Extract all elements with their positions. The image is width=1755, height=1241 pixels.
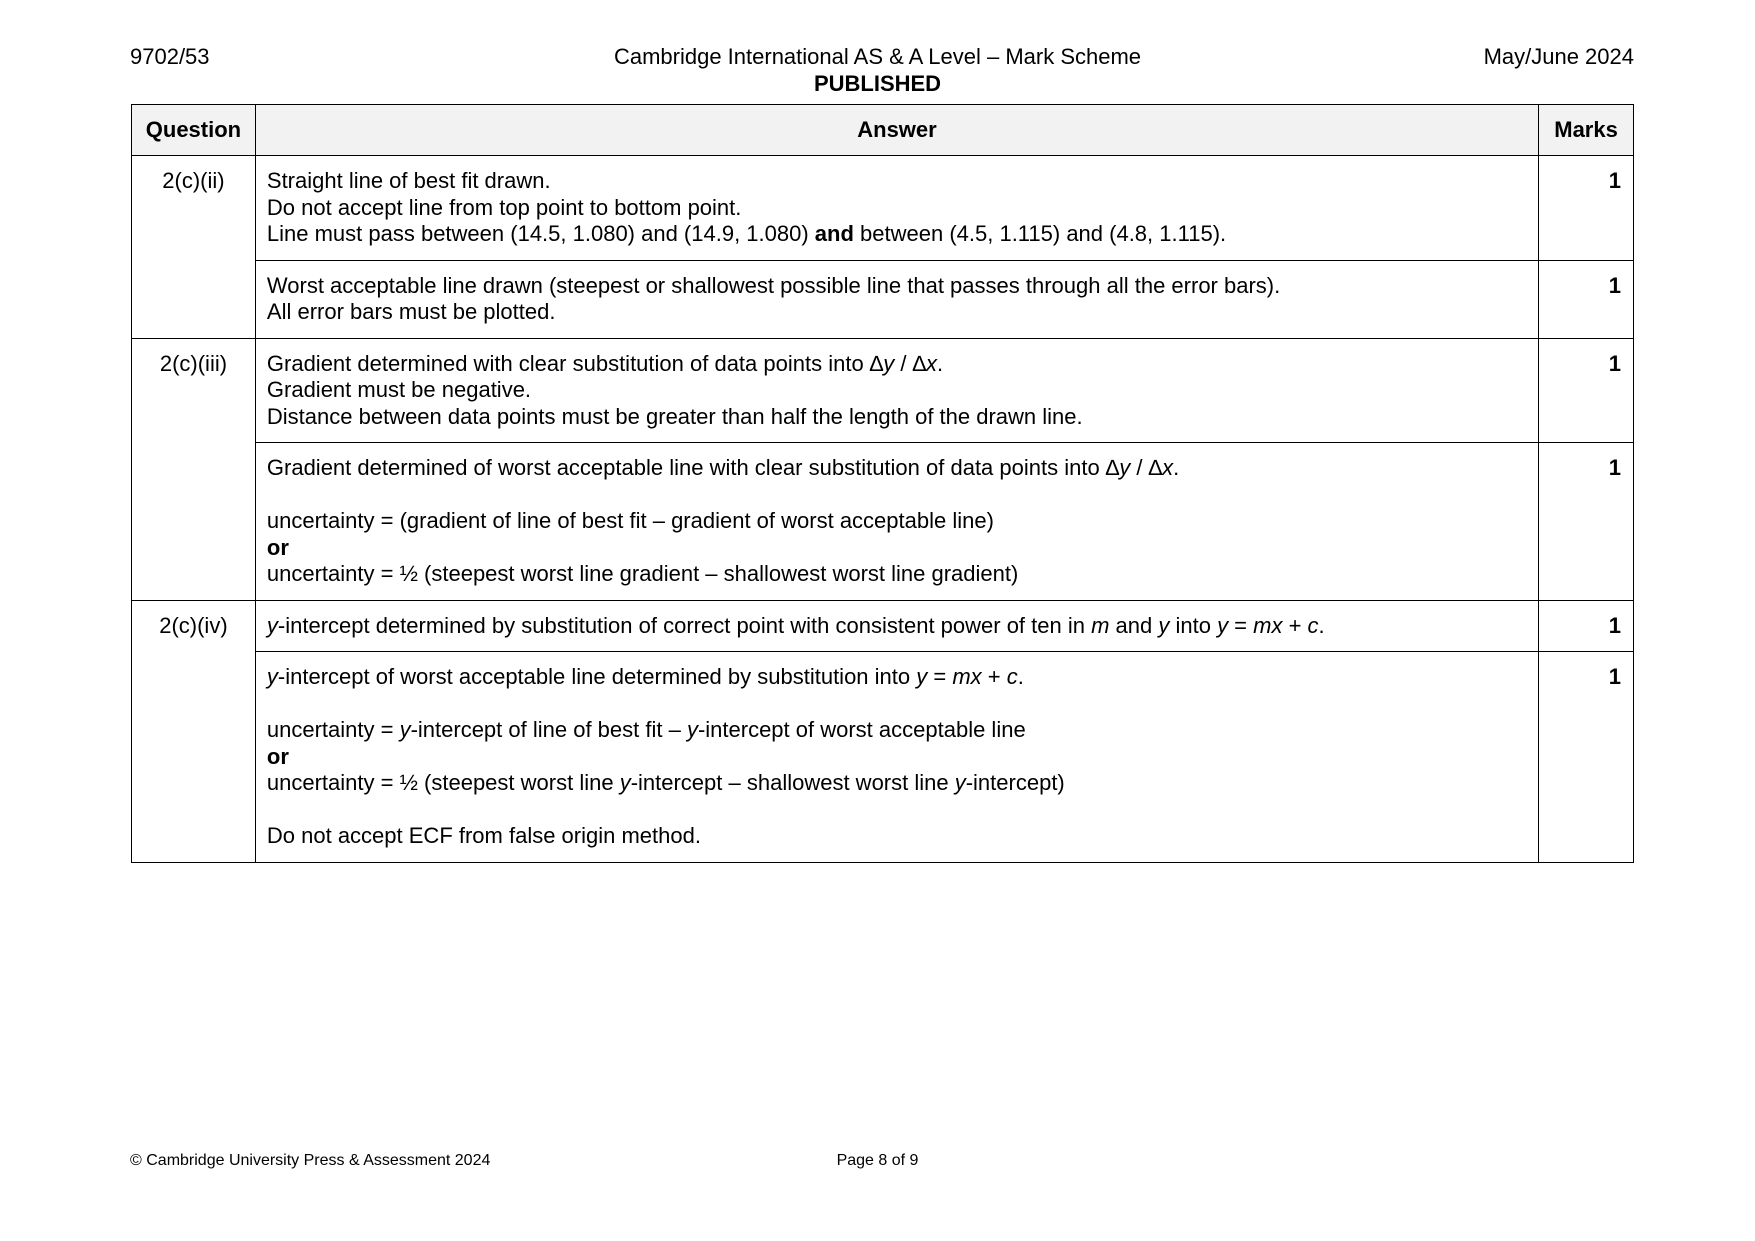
answer-text: / ∆ [894,350,927,376]
answer-line: Do not accept line from top point to bottom point. [266,194,742,220]
spacer [267,482,1528,509]
answer-text-italic: m [1091,612,1110,638]
question-number: 2(c)(ii) [132,156,256,339]
answer-text: + [981,664,1007,689]
table-row [132,260,1634,338]
answer-text-italic: y [686,717,698,742]
marks-value: 1 [1539,443,1634,601]
answer-text: uncertainty = ½ (steepest worst line [266,770,620,795]
answer-text-bold: and [814,221,854,246]
answer-text: . [1173,455,1180,480]
answer-cell [255,260,1538,338]
answer-cell [255,600,1538,652]
copyright-notice: © Cambridge University Press & Assessment 2024 [130,1152,491,1169]
answer-text-italic: y [916,664,928,689]
answer-line: uncertainty = ½ (steepest worst line gradient – shallowest worst line gradient) [266,561,1019,586]
paper-code: 9702/53 [130,44,210,69]
answer-text: -intercept of worst acceptable line [697,717,1026,742]
answer-text-italic: y [1217,612,1229,638]
marks-value: 1 [1539,600,1634,652]
answer-text: and [1109,612,1159,638]
answer-line [267,770,1528,797]
page-number: Page 8 of 9 [836,1152,919,1169]
table-row [132,338,1634,443]
marks-value: 1 [1539,260,1634,338]
answer-text: -intercept of line of best fit – [410,717,687,742]
answer-line [267,613,1528,640]
answer-cell [255,338,1538,443]
exam-session: May/June 2024 [1483,44,1634,69]
answer-text-italic: c [1307,612,1319,638]
answer-cell [255,443,1538,601]
answer-text-italic: y [399,717,411,742]
answer-text: Gradient determined of worst acceptable line with clear substitution of data points into ∆ [266,455,1120,480]
table-header-row [132,105,1634,156]
answer-line: Worst acceptable line drawn (steepest or shallowest possible line that passes through all the error bars). [266,272,1281,298]
column-header-answer: Answer [255,105,1538,156]
answer-text: Line must pass between (14.5, 1.080) and (14.9, 1.080) [266,221,815,246]
spacer [267,797,1528,824]
column-header-question: Question [132,105,256,156]
column-header-marks: Marks [1539,105,1634,156]
answer-text: . [1017,664,1024,689]
table-row [132,600,1634,652]
marks-value: 1 [1539,338,1634,443]
answer-line-or: or [266,743,289,769]
answer-text-italic: x [926,350,938,376]
answer-text-italic: x [1162,455,1174,480]
answer-text: uncertainty = [266,717,400,742]
answer-text: -intercept) [965,770,1065,795]
document-status: PUBLISHED [813,71,942,96]
answer-text-italic: y [1158,612,1170,638]
answer-text: -intercept – shallowest worst line [630,770,955,795]
answer-text: Gradient determined with clear substitution of data points into ∆ [266,350,884,376]
answer-line [267,351,1528,378]
answer-line: Do not accept ECF from false origin method. [266,823,701,848]
answer-text: = [1228,612,1254,638]
mark-scheme-table [131,104,1634,863]
question-number: 2(c)(iv) [132,600,256,862]
answer-text: / ∆ [1130,455,1163,480]
spacer [267,691,1528,718]
answer-line [267,455,1528,482]
answer-text-italic: mx [1253,612,1283,638]
question-number: 2(c)(iii) [132,338,256,600]
answer-text: = [927,664,953,689]
table-row [132,652,1634,863]
answer-line: uncertainty = (gradient of line of best fit – gradient of worst acceptable line) [266,508,994,533]
answer-cell [255,156,1538,261]
answer-line-or: or [266,534,289,560]
answer-cell [255,652,1538,863]
answer-text-italic: y [266,664,278,689]
marks-value: 1 [1539,156,1634,261]
answer-text-italic: y [954,770,966,795]
answer-line [267,664,1528,691]
answer-line: All error bars must be plotted. [266,299,556,324]
answer-text: between (4.5, 1.115) and (4.8, 1.115). [853,221,1227,246]
answer-text: . [1318,612,1325,638]
answer-line [267,717,1528,744]
answer-text-italic: y [266,612,278,638]
answer-line [267,221,1528,248]
answer-line: Gradient must be negative. [266,377,532,402]
answer-text: into [1169,612,1218,638]
marks-value: 1 [1539,652,1634,863]
table-row [132,156,1634,261]
answer-text: -intercept determined by substitution of correct point with consistent power of ten in [277,612,1092,638]
answer-text-italic: y [619,770,631,795]
answer-text-italic: y [883,350,895,376]
answer-text-italic: c [1006,664,1018,689]
document-title: Cambridge International AS & A Level – Mark Scheme [613,44,1142,69]
answer-line: Straight line of best fit drawn. [266,168,551,193]
answer-text: . [937,350,944,376]
answer-text: -intercept of worst acceptable line determined by substitution into [277,664,917,689]
answer-text: + [1282,612,1308,638]
table-row [132,443,1634,601]
answer-text-italic: y [1119,455,1131,480]
answer-line: Distance between data points must be greater than half the length of the drawn line. [266,403,1083,429]
answer-text-italic: mx [952,664,982,689]
